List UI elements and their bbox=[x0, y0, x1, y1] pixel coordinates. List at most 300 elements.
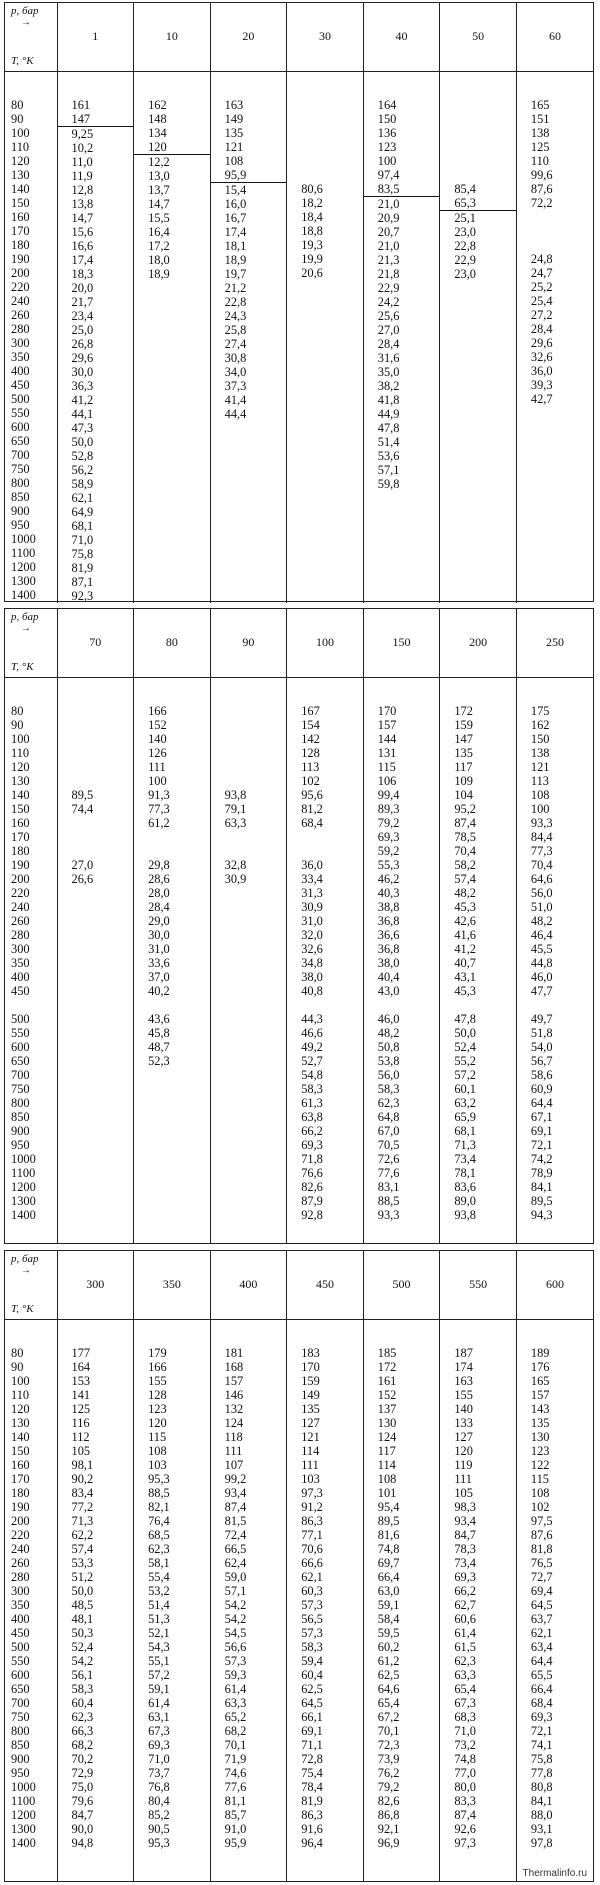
value-cell bbox=[440, 295, 516, 309]
value-cell: 42,6 bbox=[454, 913, 476, 928]
value-cell: 10,2 bbox=[71, 140, 94, 155]
table-block-3 bbox=[4, 1250, 594, 1882]
value-cell: 80,4 bbox=[148, 1793, 170, 1808]
value-cell bbox=[134, 365, 210, 379]
value-cell: 47,7 bbox=[530, 983, 553, 998]
temperature-cell: 150 bbox=[11, 1443, 30, 1458]
value-cell: 164 bbox=[71, 1359, 91, 1374]
value-cell: 122 bbox=[530, 1457, 550, 1472]
temperature-cell: 550 bbox=[11, 1653, 30, 1668]
temperature-cell: 160 bbox=[11, 815, 30, 830]
value-cell: 54,0 bbox=[530, 1039, 553, 1054]
temperature-cell: 240 bbox=[11, 1541, 30, 1556]
temperature-cell: 1400 bbox=[11, 587, 36, 602]
value-cell: 163 bbox=[224, 97, 244, 112]
value-cell: 189 bbox=[530, 1345, 550, 1360]
value-cell: 85,2 bbox=[148, 1807, 170, 1822]
value-cell: 96,9 bbox=[377, 1835, 400, 1850]
value-cell: 18,3 bbox=[71, 266, 94, 281]
value-cell: 150 bbox=[530, 731, 550, 746]
value-cell bbox=[134, 505, 210, 519]
value-cell: 21,3 bbox=[377, 252, 400, 267]
value-cell: 87,6 bbox=[530, 1527, 553, 1542]
value-cell bbox=[440, 575, 516, 589]
value-cell: 77,3 bbox=[148, 801, 170, 816]
value-cell: 85,7 bbox=[224, 1807, 247, 1822]
value-cell: 181 bbox=[224, 1345, 244, 1360]
value-cell: 143 bbox=[530, 1401, 550, 1416]
value-cell bbox=[440, 126, 516, 140]
value-cell: 128 bbox=[148, 1387, 167, 1402]
value-cell: 72,4 bbox=[224, 1527, 247, 1542]
value-cell: 83,5 bbox=[364, 182, 440, 197]
value-cell: 117 bbox=[377, 1443, 396, 1458]
value-cell: 170 bbox=[377, 703, 397, 718]
value-cell: 174 bbox=[454, 1359, 473, 1374]
value-cell: 51,3 bbox=[148, 1611, 170, 1626]
value-cell bbox=[440, 112, 516, 126]
value-cell bbox=[134, 519, 210, 533]
value-cell bbox=[58, 1124, 134, 1138]
temperature-cell: 110 bbox=[11, 745, 30, 760]
value-cell bbox=[211, 1068, 287, 1082]
value-cell: 93,4 bbox=[224, 1485, 247, 1500]
value-column bbox=[57, 71, 134, 603]
header-corner bbox=[5, 609, 57, 677]
value-cell: 95,3 bbox=[148, 1471, 170, 1486]
value-cell bbox=[211, 533, 287, 547]
value-cell: 95,9 bbox=[224, 1835, 247, 1850]
value-cell bbox=[211, 732, 287, 746]
value-cell: 27,4 bbox=[224, 336, 247, 351]
temperature-cell: 950 bbox=[11, 1765, 30, 1780]
value-cell bbox=[58, 1012, 134, 1026]
value-cell: 54,8 bbox=[301, 1067, 323, 1082]
value-cell: 20,7 bbox=[377, 224, 400, 239]
value-cell bbox=[517, 476, 593, 490]
value-cell: 97,5 bbox=[530, 1513, 553, 1528]
value-cell: 57,3 bbox=[301, 1625, 323, 1640]
value-cell bbox=[58, 1110, 134, 1124]
temperature-cell: 1000 bbox=[11, 1779, 36, 1794]
value-cell: 63,4 bbox=[530, 1639, 553, 1654]
value-cell: 53,2 bbox=[148, 1583, 170, 1598]
value-cell: 62,3 bbox=[377, 1095, 400, 1110]
value-cell: 46,2 bbox=[377, 871, 400, 886]
value-cell: 44,1 bbox=[71, 406, 94, 421]
value-cell bbox=[287, 560, 363, 574]
temperature-cell: 550 bbox=[11, 405, 30, 420]
temperature-cell: 110 bbox=[11, 1387, 30, 1402]
value-cell: 62,5 bbox=[377, 1667, 400, 1682]
value-cell: 110 bbox=[530, 153, 550, 168]
value-cell: 69,1 bbox=[530, 1123, 553, 1138]
value-cell: 134 bbox=[148, 125, 167, 140]
value-cell: 16,0 bbox=[224, 196, 247, 211]
value-cell: 84,7 bbox=[454, 1527, 476, 1542]
value-cell bbox=[287, 574, 363, 588]
value-cell: 40,3 bbox=[377, 885, 400, 900]
value-cell bbox=[58, 956, 134, 970]
value-cell: 71,3 bbox=[71, 1513, 94, 1528]
value-cell: 16,4 bbox=[148, 224, 170, 239]
temperature-cell: 500 bbox=[11, 1639, 30, 1654]
value-cell: 87,1 bbox=[71, 574, 94, 589]
value-cell: 62,5 bbox=[301, 1681, 323, 1696]
value-cell bbox=[134, 463, 210, 477]
value-cell: 152 bbox=[148, 717, 167, 732]
value-cell: 70,1 bbox=[224, 1737, 247, 1752]
value-cell: 50,3 bbox=[71, 1625, 94, 1640]
value-cell bbox=[58, 1082, 134, 1096]
pressure-header: 10 bbox=[134, 3, 211, 71]
value-cell: 113 bbox=[530, 773, 550, 788]
value-cell: 100 bbox=[530, 801, 550, 816]
value-cell: 93,1 bbox=[530, 1821, 553, 1836]
value-cell: 132 bbox=[224, 1401, 244, 1416]
value-cell: 81,5 bbox=[224, 1513, 247, 1528]
temperature-cell: 140 bbox=[11, 1429, 30, 1444]
value-cell: 107 bbox=[224, 1457, 244, 1472]
value-cell: 65,9 bbox=[454, 1109, 476, 1124]
value-cell: 121 bbox=[530, 759, 550, 774]
value-cell bbox=[58, 1068, 134, 1082]
value-column bbox=[363, 71, 440, 603]
value-cell: 68,4 bbox=[301, 815, 323, 830]
value-cell: 81,2 bbox=[301, 801, 323, 816]
value-cell: 154 bbox=[301, 717, 320, 732]
value-cell: 94,3 bbox=[530, 1207, 553, 1222]
value-cell: 88,5 bbox=[377, 1193, 400, 1208]
value-cell: 74,8 bbox=[454, 1751, 476, 1766]
temperature-cell: 800 bbox=[11, 1095, 30, 1110]
table-block-2 bbox=[4, 608, 594, 1244]
value-cell: 87,9 bbox=[301, 1193, 323, 1208]
value-cell: 57,3 bbox=[301, 1597, 323, 1612]
value-cell: 135 bbox=[454, 745, 473, 760]
value-cell: 62,1 bbox=[301, 1569, 323, 1584]
value-cell: 112 bbox=[71, 1429, 90, 1444]
temperature-cell: 700 bbox=[11, 447, 30, 462]
value-cell: 137 bbox=[377, 1401, 397, 1416]
value-cell: 101 bbox=[377, 1485, 397, 1500]
value-cell: 133 bbox=[454, 1415, 473, 1430]
value-cell: 34,0 bbox=[224, 364, 247, 379]
value-cell bbox=[134, 1124, 210, 1138]
value-cell: 105 bbox=[454, 1485, 473, 1500]
value-cell: 183 bbox=[301, 1345, 320, 1360]
temperature-cell: 190 bbox=[11, 857, 30, 872]
value-cell bbox=[287, 546, 363, 560]
value-cell: 77,6 bbox=[377, 1165, 400, 1180]
value-cell bbox=[287, 154, 363, 168]
value-cell bbox=[440, 154, 516, 168]
value-cell: 27,2 bbox=[530, 307, 553, 322]
value-cell: 74,4 bbox=[71, 801, 94, 816]
temperature-cell: 140 bbox=[11, 181, 30, 196]
value-column bbox=[287, 71, 364, 603]
value-cell: 13,0 bbox=[148, 168, 170, 183]
arrow-icon: → bbox=[21, 17, 31, 28]
temperature-cell: 260 bbox=[11, 1555, 30, 1570]
temperature-cell: 80 bbox=[11, 1345, 24, 1360]
temperature-cell bbox=[5, 998, 57, 1012]
value-cell: 41,4 bbox=[224, 392, 247, 407]
value-cell: 48,2 bbox=[530, 913, 553, 928]
value-cell: 62,2 bbox=[71, 1527, 94, 1542]
value-cell: 123 bbox=[377, 139, 397, 154]
value-cell bbox=[134, 281, 210, 295]
value-cell: 30,0 bbox=[148, 927, 170, 942]
value-cell: 81,1 bbox=[224, 1793, 247, 1808]
value-cell: 21,0 bbox=[377, 196, 400, 211]
value-cell: 77,2 bbox=[71, 1499, 94, 1514]
value-cell bbox=[211, 1096, 287, 1110]
temperature-cell: 100 bbox=[11, 1373, 30, 1388]
value-cell: 152 bbox=[377, 1387, 397, 1402]
temperature-cell: 180 bbox=[11, 237, 30, 252]
value-cell: 48,7 bbox=[148, 1039, 170, 1054]
value-cell: 46,0 bbox=[377, 1011, 400, 1026]
temperature-cell: 350 bbox=[11, 955, 30, 970]
value-cell: 63,7 bbox=[530, 1611, 553, 1626]
value-cell bbox=[134, 547, 210, 561]
value-cell: 150 bbox=[377, 111, 397, 126]
value-cell: 66,4 bbox=[377, 1569, 400, 1584]
value-cell: 54,2 bbox=[71, 1653, 94, 1668]
value-cell: 51,4 bbox=[148, 1597, 170, 1612]
value-cell: 60,6 bbox=[454, 1611, 476, 1626]
value-cell: 23,0 bbox=[454, 224, 476, 239]
value-cell: 66,4 bbox=[530, 1681, 553, 1696]
value-cell bbox=[211, 491, 287, 505]
value-cell bbox=[517, 238, 593, 252]
value-cell: 30,9 bbox=[301, 899, 323, 914]
value-cell: 60,4 bbox=[71, 1695, 94, 1710]
value-cell: 57,1 bbox=[377, 462, 400, 477]
value-cell bbox=[58, 816, 134, 830]
value-cell bbox=[440, 281, 516, 295]
value-cell: 54,2 bbox=[224, 1611, 247, 1626]
value-cell bbox=[58, 1040, 134, 1054]
value-cell bbox=[58, 900, 134, 914]
value-cell bbox=[58, 1166, 134, 1180]
value-cell: 77,0 bbox=[454, 1765, 476, 1780]
value-cell bbox=[440, 519, 516, 533]
value-cell bbox=[211, 421, 287, 435]
temperature-cell: 550 bbox=[11, 1025, 30, 1040]
value-cell: 28,4 bbox=[377, 336, 400, 351]
value-cell: 50,0 bbox=[454, 1025, 476, 1040]
value-cell bbox=[211, 984, 287, 998]
value-cell: 67,0 bbox=[377, 1123, 400, 1138]
value-cell: 86,8 bbox=[377, 1807, 400, 1822]
value-cell: 55,3 bbox=[377, 857, 400, 872]
pressure-header: 550 bbox=[440, 1251, 517, 1319]
value-cell bbox=[364, 519, 440, 533]
temperature-cell: 260 bbox=[11, 307, 30, 322]
value-cell: 20,6 bbox=[301, 265, 323, 280]
value-cell: 28,4 bbox=[530, 321, 553, 336]
temperature-cell: 350 bbox=[11, 1597, 30, 1612]
temperature-cell: 500 bbox=[11, 391, 30, 406]
value-cell: 38,8 bbox=[377, 899, 400, 914]
value-cell bbox=[287, 98, 363, 112]
temperature-cell: 130 bbox=[11, 1415, 30, 1430]
value-cell: 113 bbox=[301, 759, 320, 774]
value-cell: 74,1 bbox=[530, 1737, 553, 1752]
value-cell: 71,0 bbox=[148, 1751, 170, 1766]
value-cell bbox=[211, 914, 287, 928]
value-cell: 63,2 bbox=[454, 1095, 476, 1110]
value-column bbox=[134, 71, 211, 603]
value-cell: 9,25 bbox=[71, 126, 94, 141]
value-cell: 77,6 bbox=[224, 1779, 247, 1794]
temperature-cell: 400 bbox=[11, 969, 30, 984]
value-cell: 91,0 bbox=[224, 1821, 247, 1836]
watermark: Thermalinfo.ru bbox=[522, 1868, 587, 1879]
value-cell bbox=[58, 1054, 134, 1068]
pressure-label: p, бар bbox=[11, 1253, 39, 1265]
value-cell: 105 bbox=[71, 1443, 91, 1458]
value-cell: 58,4 bbox=[377, 1611, 400, 1626]
temperature-cell: 260 bbox=[11, 913, 30, 928]
value-cell bbox=[517, 574, 593, 588]
temperature-cell: 1400 bbox=[11, 1207, 36, 1222]
temperature-cell: 300 bbox=[11, 941, 30, 956]
value-cell: 31,3 bbox=[301, 885, 323, 900]
value-cell: 121 bbox=[224, 139, 244, 154]
value-cell: 138 bbox=[530, 125, 550, 140]
value-cell: 102 bbox=[301, 773, 320, 788]
temperature-cell: 90 bbox=[11, 717, 24, 732]
value-cell: 109 bbox=[454, 773, 473, 788]
value-cell bbox=[364, 589, 440, 603]
value-cell bbox=[440, 407, 516, 421]
value-cell bbox=[134, 295, 210, 309]
value-cell: 21,2 bbox=[224, 280, 247, 295]
value-cell: 84,1 bbox=[530, 1793, 553, 1808]
value-cell: 65,5 bbox=[530, 1667, 553, 1682]
value-cell bbox=[517, 546, 593, 560]
temperature-cell: 800 bbox=[11, 1723, 30, 1738]
value-cell: 93,8 bbox=[454, 1207, 476, 1222]
value-cell: 147 bbox=[58, 112, 134, 127]
temperature-label: T, °K bbox=[11, 54, 34, 67]
value-cell bbox=[58, 704, 134, 718]
value-cell: 50,8 bbox=[377, 1039, 400, 1054]
value-cell bbox=[134, 1208, 210, 1222]
value-cell: 89,5 bbox=[377, 1513, 400, 1528]
value-cell: 69,3 bbox=[148, 1737, 170, 1752]
value-cell: 17,4 bbox=[224, 224, 247, 239]
value-cell: 63,3 bbox=[454, 1667, 476, 1682]
value-cell bbox=[440, 323, 516, 337]
value-cell: 14,7 bbox=[71, 210, 94, 225]
value-cell: 53,3 bbox=[71, 1555, 94, 1570]
value-cell: 77,8 bbox=[530, 1765, 553, 1780]
value-cell bbox=[364, 505, 440, 519]
value-cell: 99,2 bbox=[224, 1471, 247, 1486]
value-cell: 46,0 bbox=[530, 969, 553, 984]
value-cell: 78,3 bbox=[454, 1541, 476, 1556]
value-cell: 115 bbox=[377, 759, 396, 774]
value-cell: 58,9 bbox=[71, 476, 94, 491]
temperature-cell: 180 bbox=[11, 843, 30, 858]
value-cell bbox=[134, 1082, 210, 1096]
value-cell bbox=[440, 463, 516, 477]
temperature-column bbox=[5, 1319, 57, 1881]
value-cell bbox=[58, 998, 134, 1012]
value-cell: 25,6 bbox=[377, 308, 400, 323]
value-cell bbox=[211, 774, 287, 788]
value-cell: 148 bbox=[148, 111, 167, 126]
value-cell: 46,6 bbox=[301, 1025, 323, 1040]
value-cell: 32,0 bbox=[301, 927, 323, 942]
value-cell: 29,0 bbox=[148, 913, 170, 928]
value-cell: 15,6 bbox=[71, 224, 94, 239]
value-cell bbox=[134, 575, 210, 589]
value-cell bbox=[287, 448, 363, 462]
value-cell: 61,3 bbox=[301, 1095, 323, 1110]
value-cell bbox=[134, 1166, 210, 1180]
value-cell: 91,6 bbox=[301, 1821, 323, 1836]
value-cell: 95,6 bbox=[301, 787, 323, 802]
value-cell: 149 bbox=[224, 111, 244, 126]
value-cell: 45,5 bbox=[530, 941, 553, 956]
value-cell: 43,0 bbox=[377, 983, 400, 998]
header-corner bbox=[5, 3, 57, 71]
value-cell: 48,2 bbox=[454, 885, 476, 900]
temperature-cell: 200 bbox=[11, 265, 30, 280]
temperature-cell: 950 bbox=[11, 1137, 30, 1152]
value-cell: 68,3 bbox=[454, 1709, 476, 1724]
value-cell bbox=[287, 518, 363, 532]
value-cell: 44,9 bbox=[377, 406, 400, 421]
value-cell: 99,4 bbox=[377, 787, 400, 802]
value-cell: 44,4 bbox=[224, 406, 247, 421]
value-cell: 127 bbox=[454, 1429, 473, 1444]
value-cell: 59,5 bbox=[377, 1625, 400, 1640]
temperature-cell: 110 bbox=[11, 139, 30, 154]
value-cell: 71,3 bbox=[454, 1137, 476, 1152]
value-cell: 12,2 bbox=[148, 154, 170, 169]
value-cell: 66,6 bbox=[301, 1555, 323, 1570]
value-cell bbox=[440, 589, 516, 603]
value-cell: 165 bbox=[530, 1373, 550, 1388]
value-cell: 12,8 bbox=[71, 182, 94, 197]
value-cell: 45,3 bbox=[454, 899, 476, 914]
temperature-cell: 90 bbox=[11, 111, 24, 126]
value-cell bbox=[211, 435, 287, 449]
temperature-cell: 650 bbox=[11, 1681, 30, 1696]
value-cell bbox=[134, 1194, 210, 1208]
temperature-column bbox=[5, 71, 57, 603]
value-cell: 118 bbox=[224, 1429, 243, 1444]
value-cell bbox=[517, 434, 593, 448]
temperature-label: T, °K bbox=[11, 1302, 34, 1315]
value-column bbox=[440, 71, 517, 603]
value-cell: 11,0 bbox=[71, 154, 93, 169]
temperature-cell: 170 bbox=[11, 1471, 30, 1486]
temperature-cell: 400 bbox=[11, 1611, 30, 1626]
value-cell bbox=[58, 1026, 134, 1040]
temperature-cell: 140 bbox=[11, 787, 30, 802]
temperature-cell: 450 bbox=[11, 377, 30, 392]
value-cell: 30,8 bbox=[224, 350, 247, 365]
value-cell bbox=[287, 476, 363, 490]
value-cell: 26,8 bbox=[71, 336, 94, 351]
